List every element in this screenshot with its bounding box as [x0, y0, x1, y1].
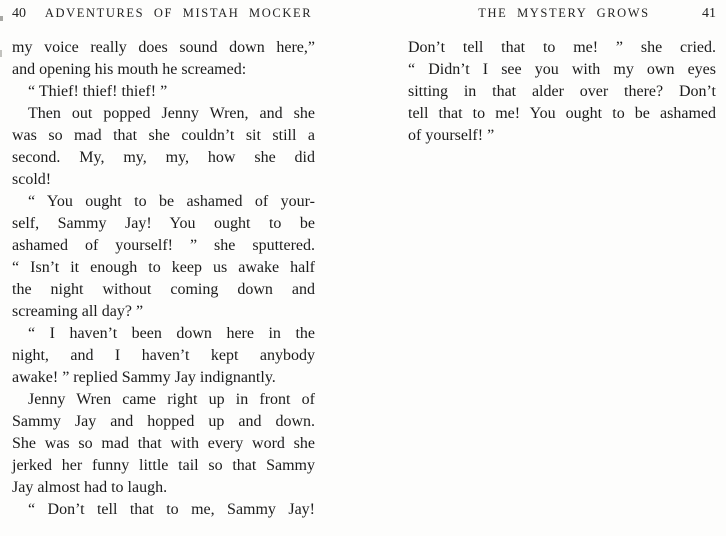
left-page-header [12, 6, 315, 23]
text-line: second. My, my, my, how she did [12, 149, 315, 166]
text-line: ashamed of yourself! ” she sputtered. [12, 237, 315, 254]
text-line: Jay almost had to laugh. [12, 479, 168, 496]
text-line: scold! [12, 171, 52, 188]
text-line: “ Isn’t it enough to keep us awake half [12, 259, 315, 276]
text-line: Don’t tell that to me! ” she cried. [408, 39, 716, 56]
text-line: my voice really does sound down here,” [12, 39, 315, 56]
left-page-text [12, 37, 315, 521]
text-line: of yourself! ” [408, 127, 495, 144]
scan-artifact [0, 16, 3, 21]
right-page-number: 41 [702, 6, 716, 21]
text-line: and opening his mouth he screamed: [12, 61, 247, 78]
text-line: Sammy Jay and hopped up and down. [12, 413, 315, 430]
right-page-text [408, 37, 716, 147]
text-line: tell that to me! You ought to be ashamed [408, 105, 716, 122]
text-line: “ I haven’t been down here in the [28, 325, 315, 342]
right-page [408, 6, 716, 147]
left-running-title: ADVENTURES OF MISTAH MOCKER [44, 6, 313, 20]
text-line: jerked her funny little tail so that Sammy [12, 457, 315, 474]
text-line: “ You ought to be ashamed of your- [28, 193, 315, 210]
right-running-title: THE MYSTERY GROWS [478, 6, 650, 20]
text-line: the night without coming down and [12, 281, 315, 298]
text-line: “ Don’t tell that to me, Sammy Jay! [28, 501, 315, 518]
text-line: Then out popped Jenny Wren, and she [28, 105, 315, 122]
right-page-header [408, 6, 716, 23]
text-line: awake! ” replied Sammy Jay indignantly. [12, 369, 276, 386]
scan-artifact [0, 50, 2, 57]
left-page-number: 40 [12, 6, 26, 21]
text-line: night, and I haven’t kept anybody [12, 347, 315, 364]
left-page [12, 6, 315, 521]
text-line: self, Sammy Jay! You ought to be [12, 215, 315, 232]
text-line: was so mad that she couldn’t sit still a [12, 127, 315, 144]
text-line: screaming all day? ” [12, 303, 144, 320]
text-line: She was so mad that with every word she [12, 435, 315, 452]
text-line: Jenny Wren came right up in front of [28, 391, 315, 408]
text-line: “ Didn’t I see you with my own eyes [408, 61, 716, 78]
text-line: “ Thief! thief! thief! ” [28, 83, 168, 100]
text-line: sitting in that alder over there? Don’t [408, 83, 716, 100]
